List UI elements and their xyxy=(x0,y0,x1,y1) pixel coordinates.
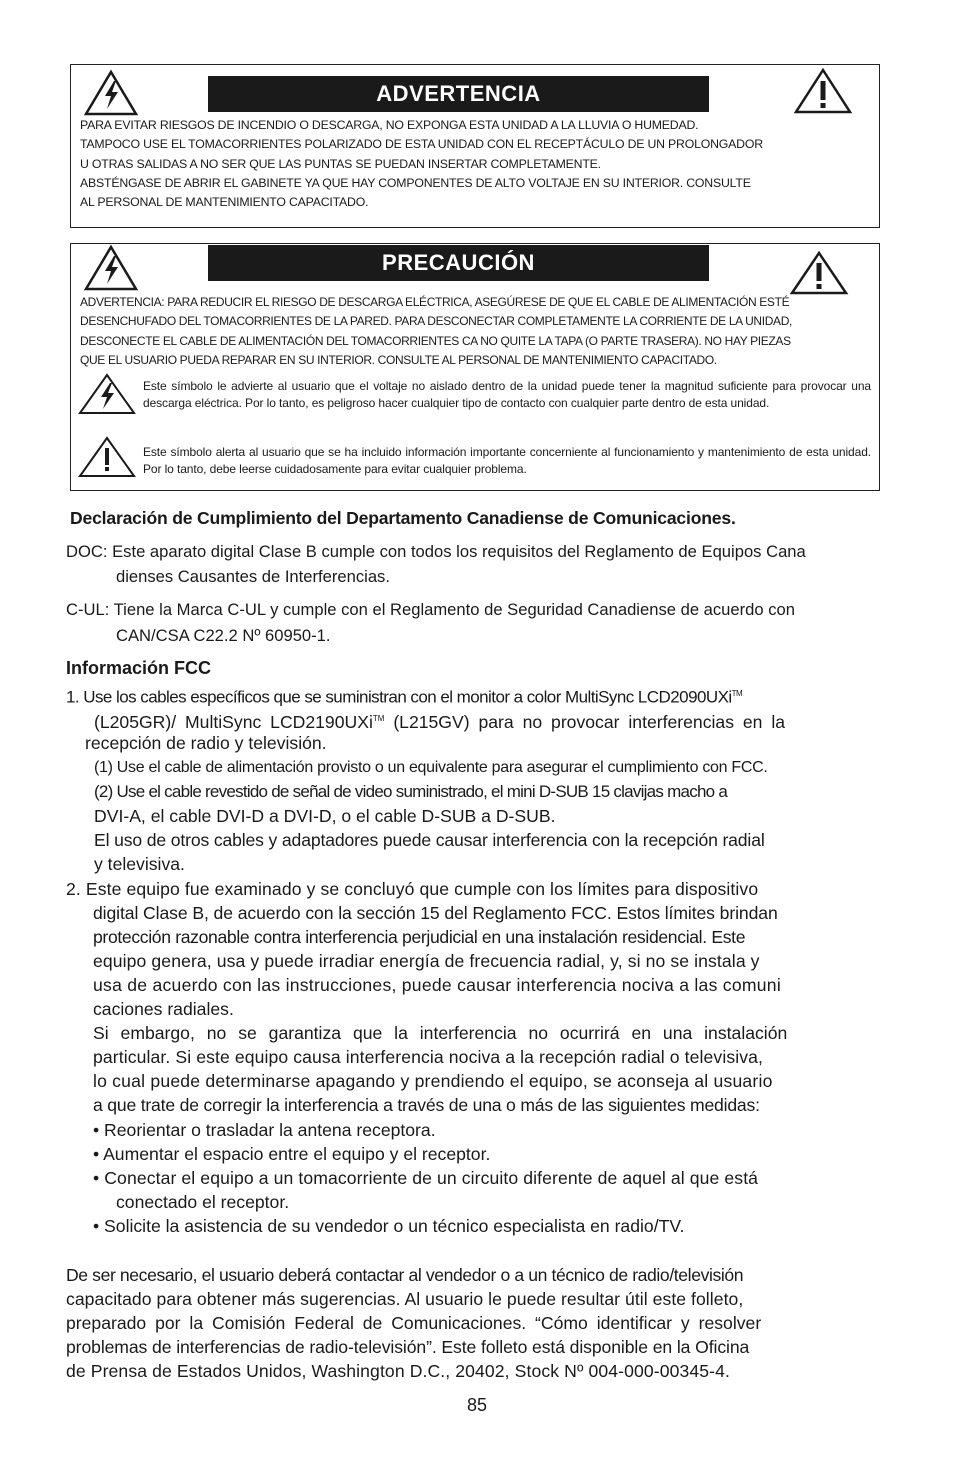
caution-text: ADVERTENCIA: PARA REDUCIR EL RIESGO DE DESCARGA ELÉCTRICA, ASEGÚRESE DE QUE EL CABLE DE ALIMENTACIÓN ESTÉ DESENCHUFADO DEL TOMACORRIENTES DE LA PARED. PARA DESCONECTAR COMPLETAMENTE LA CORRIENTE DE LA UNIDAD, DESCONECTE EL CABLE DE ALIMENTACIÓN DEL TOMACORRIENTES CA NO QUITE LA TAPA (O PARTE TRASERA). NO HAY PIEZAS QUE EL USUARIO PUEDA REPARAR EN SU INTERIOR. CONSULTE AL PERSONAL DE MANTENIMIENTO CAPACITADO. xyxy=(80,295,793,367)
fcc-item-2-line: usa de acuerdo con las instrucciones, puede causar interferencia nociva a las comuni xyxy=(93,975,781,995)
closing-line: De ser necesario, el usuario deberá contactar al vendedor o a un técnico de radio/televisión xyxy=(66,1265,744,1285)
fcc-item-2-line: protección razonable contra interferencia perjudicial en una instalación residencial. Este xyxy=(93,927,746,947)
fcc-item-2-line: Si embargo, no se garantiza que la interferencia no ocurrirá en una instalación xyxy=(93,1023,788,1043)
canada-heading: Declaración de Cumplimiento del Departamento Canadiense de Comunicaciones. xyxy=(70,508,736,528)
fcc-item-1: 1. Use los cables específicos que se suministran con el monitor a color MultiSync LCD2090UXi™ xyxy=(66,687,743,707)
fcc-item-2-line: lo cual puede determinarse apagando y prendiendo el equipo, se aconseja al usuario xyxy=(93,1071,773,1091)
fcc-sub-3-b: y televisiva. xyxy=(94,854,185,874)
info-symbol-text: Este símbolo alerta al usuario que se ha incluido información importante concerniente al funcionamiento y mantenimiento de esta unidad. Por lo tanto, debe leerse cuidadosamente para evitar cualquier problema. xyxy=(143,445,871,476)
electric-shock-icon xyxy=(77,372,137,416)
fcc-item-1-line-2: (L205GR)/ MultiSync LCD2190UXi™ (L215GV) para no provocar interferencias en la xyxy=(94,711,786,732)
page-number: 85 xyxy=(466,1395,488,1415)
cul-line-2: CAN/CSA C22.2 Nº 60950-1. xyxy=(116,626,331,645)
fcc-item-2-line: 2. Este equipo fue examinado y se concluyó que cumple con los límites para dispositivo xyxy=(66,879,759,899)
fcc-item-1-line-3: recepción de radio y televisión. xyxy=(85,733,327,753)
electric-shock-icon xyxy=(83,244,139,292)
fcc-bullet: • Solicite la asistencia de su vendedor o un técnico especialista en radio/TV. xyxy=(93,1216,685,1236)
caution-title: PRECAUCIÓN xyxy=(208,245,709,281)
fcc-heading: Información FCC xyxy=(66,658,212,678)
warning-box xyxy=(70,64,880,228)
fcc-bullet: conectado el receptor. xyxy=(116,1192,290,1212)
exclamation-icon xyxy=(793,67,853,115)
cul-line-1: C-UL: Tiene la Marca C-UL y cumple con el Reglamento de Seguridad Canadiense de acuerdo con xyxy=(66,600,795,619)
doc-line-1: DOC: Este aparato digital Clase B cumple con todos los requisitos del Reglamento de Equipos Cana xyxy=(66,542,806,561)
closing-line: problemas de interferencias de radio-televisión”. Este folleto está disponible en la Oficina xyxy=(66,1337,750,1357)
fcc-sub-2-b: DVI-A, el cable DVI-D a DVI-D, o el cable D-SUB a D-SUB. xyxy=(94,806,556,826)
exclamation-icon xyxy=(77,435,137,479)
fcc-item-2-line: a que trate de corregir la interferencia a través de una o más de las siguientes medidas: xyxy=(93,1095,760,1115)
closing-line: de Prensa de Estados Unidos, Washington D.C., 20402, Stock Nº 004-000-00345-4. xyxy=(66,1361,730,1381)
warning-text: PARA EVITAR RIESGOS DE INCENDIO O DESCARGA, NO EXPONGA ESTA UNIDAD A LA LLUVIA O HUMEDAD. TAMPOCO USE EL TOMACORRIENTES POLARIZADO DE ESTA UNIDAD CON EL RECEPTÁCULO DE UN PROLONGADOR U OTRAS SALIDAS A NO SER QUE LAS PUNTAS SE PUEDAN INSERTAR COMPLETAMENTE. ABSTÉNGASE DE ABRIR EL GABINETE YA QUE HAY COMPONENTES DE ALTO VOLTAJE EN SU INTERIOR. CONSULTE AL PERSONAL DE MANTENIMIENTO CAPACITADO. xyxy=(80,118,763,210)
doc-line-2: dienses Causantes de Interferencias. xyxy=(116,567,390,586)
fcc-item-2-line: digital Clase B, de acuerdo con la sección 15 del Reglamento FCC. Estos límites brindan xyxy=(93,903,778,923)
warning-title: ADVERTENCIA xyxy=(208,76,709,112)
fcc-item-2-line: particular. Si este equipo causa interferencia nociva a la recepción radial o televisiva, xyxy=(93,1047,764,1067)
fcc-item-2-line: caciones radiales. xyxy=(93,999,234,1019)
fcc-bullet: • Aumentar el espacio entre el equipo y el receptor. xyxy=(93,1144,491,1164)
caution-box xyxy=(70,243,880,491)
voltage-symbol-text: Este símbolo le advierte al usuario que el voltaje no aislado dentro de la unidad puede tener la magnitud suficiente para provocar una descarga eléctrica. Por lo tanto, es peligroso hacer cualquier tipo de contacto con cualquier parte dentro de esta unidad. xyxy=(143,379,871,410)
fcc-bullet: • Reorientar o trasladar la antena receptora. xyxy=(93,1120,436,1140)
fcc-bullet: • Conectar el equipo a un tomacorriente de un circuito diferente de aquel al que está xyxy=(93,1168,759,1188)
closing-line: capacitado para obtener más sugerencias. Al usuario le puede resultar útil este folleto, xyxy=(66,1289,744,1309)
fcc-sub-1: (1) Use el cable de alimentación provisto o un equivalente para asegurar el cumplimiento con FCC. xyxy=(94,759,768,776)
closing-line: preparado por la Comisión Federal de Comunicaciones. “Cómo identificar y resolver xyxy=(66,1313,762,1333)
fcc-item-2-line: equipo genera, usa y puede irradiar energía de frecuencia radial, y, si no se instala y xyxy=(93,951,760,971)
exclamation-icon xyxy=(789,250,849,296)
electric-shock-icon xyxy=(83,69,139,117)
fcc-sub-2-a: (2) Use el cable revestido de señal de video suministrado, el mini D-SUB 15 clavijas macho a xyxy=(94,782,728,801)
fcc-sub-3-a: El uso de otros cables y adaptadores puede causar interferencia con la recepción radial xyxy=(94,830,765,850)
